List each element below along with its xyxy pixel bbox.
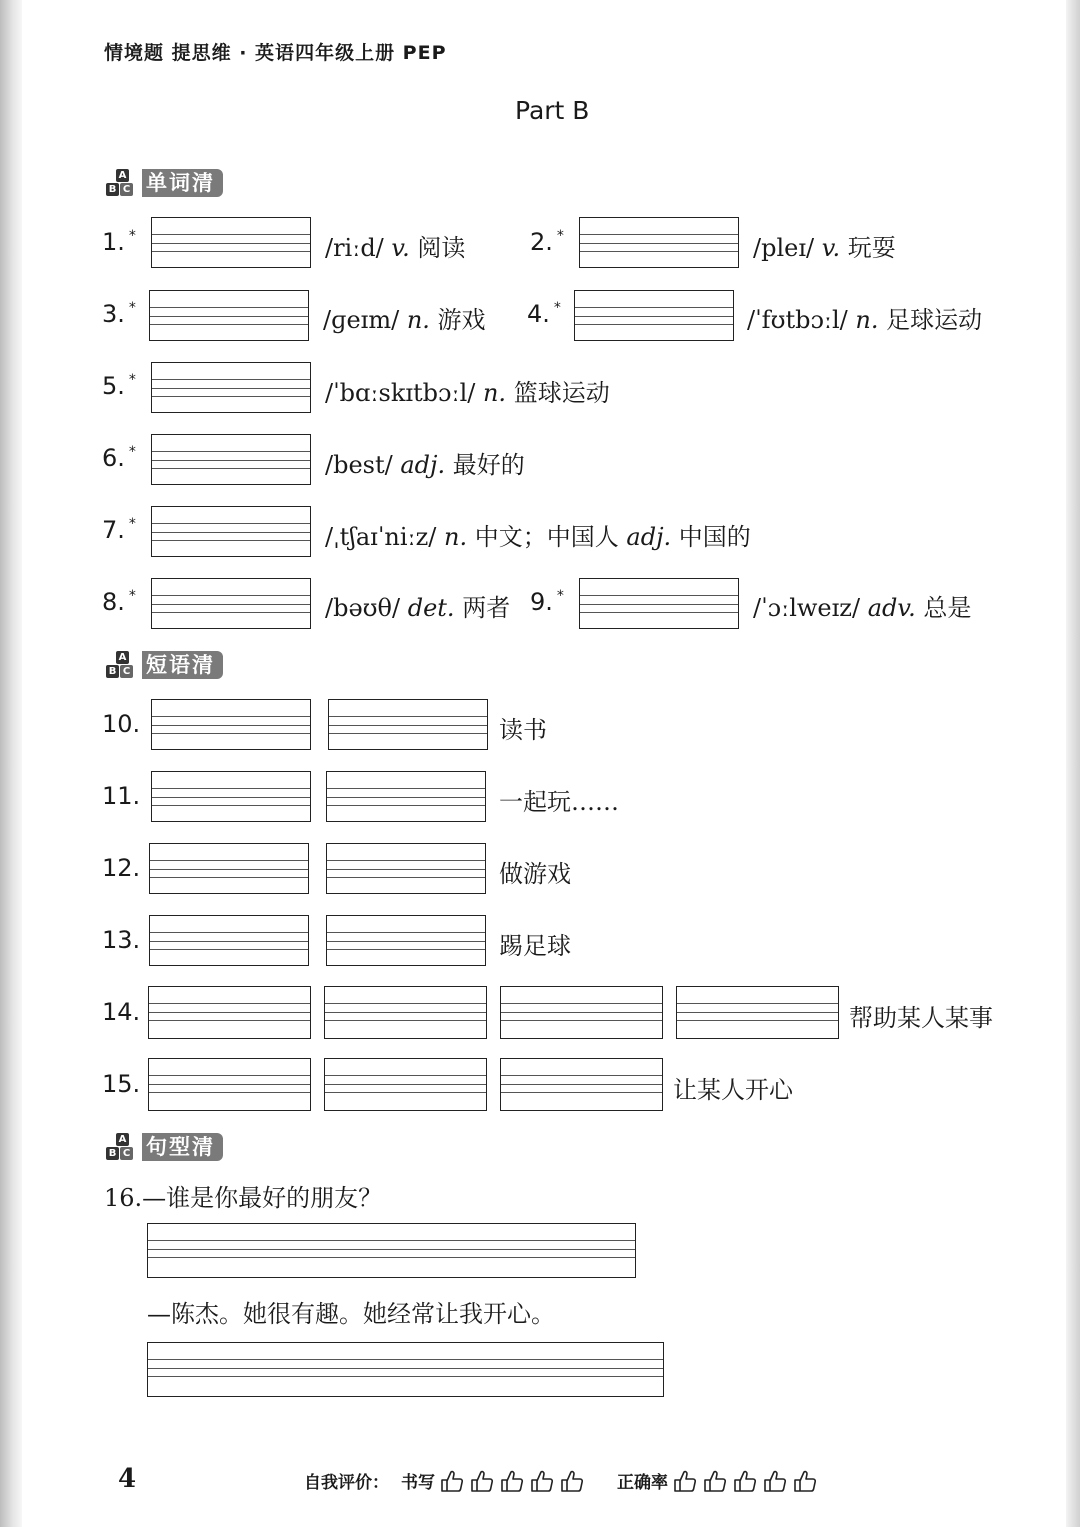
word-1-definition: /riːd/ v. 阅读 bbox=[325, 234, 466, 262]
thumbs-up-icon[interactable] bbox=[762, 1469, 788, 1493]
item-number: 14. bbox=[102, 998, 141, 1026]
phrase-11-meaning: 一起玩…… bbox=[499, 788, 619, 816]
abc-blocks-icon: A B C bbox=[104, 1133, 142, 1161]
word-2-definition: /pleɪ/ v. 玩耍 bbox=[753, 234, 896, 262]
answer-box-word-2[interactable] bbox=[579, 217, 739, 268]
word-9-definition: /ˈɔːlweɪz/ adv. 总是 bbox=[753, 594, 972, 622]
item-number: 13. bbox=[102, 926, 141, 954]
phrase-10-meaning: 读书 bbox=[499, 716, 547, 744]
item-number: 15. bbox=[102, 1070, 141, 1098]
item-number: 4. * bbox=[527, 300, 561, 328]
thumbs-up-icon[interactable] bbox=[732, 1469, 758, 1493]
sentence-16-question: 16.—谁是你最好的朋友？ bbox=[104, 1184, 383, 1212]
section-heading-phrases bbox=[104, 650, 223, 680]
thumbs-up-icon[interactable] bbox=[702, 1469, 728, 1493]
answer-box-word-9[interactable] bbox=[579, 578, 739, 629]
answer-box-phrase-12-b[interactable] bbox=[326, 843, 486, 894]
answer-box-word-7[interactable] bbox=[151, 506, 311, 557]
item-number: 2. * bbox=[530, 228, 564, 256]
answer-box-phrase-14-c[interactable] bbox=[500, 986, 663, 1039]
item-number: 11. bbox=[102, 782, 141, 810]
self-evaluation-writing: 自我评价： 书写 bbox=[304, 1468, 585, 1493]
answer-box-phrase-15-a[interactable] bbox=[148, 1058, 311, 1111]
section-title: 单词清 bbox=[142, 169, 223, 197]
answer-box-phrase-10-b[interactable] bbox=[328, 699, 488, 750]
item-number: 10. bbox=[102, 710, 141, 738]
book-header: 情境题 提思维 · 英语四年级上册 PEP bbox=[104, 42, 447, 64]
answer-box-phrase-14-d[interactable] bbox=[676, 986, 839, 1039]
answer-box-phrase-13-b[interactable] bbox=[326, 915, 486, 966]
answer-box-phrase-14-b[interactable] bbox=[324, 986, 487, 1039]
phrase-13-meaning: 踢足球 bbox=[499, 932, 571, 960]
item-number: 6. * bbox=[102, 444, 136, 472]
item-number: 9. * bbox=[530, 588, 564, 616]
answer-box-phrase-15-b[interactable] bbox=[324, 1058, 487, 1111]
answer-box-phrase-11-a[interactable] bbox=[151, 771, 311, 822]
self-evaluation-accuracy: 正确率 bbox=[617, 1468, 818, 1493]
item-number: 3. * bbox=[102, 300, 136, 328]
answer-box-phrase-13-a[interactable] bbox=[149, 915, 309, 966]
section-title: 短语清 bbox=[142, 651, 223, 679]
answer-box-word-1[interactable] bbox=[151, 217, 311, 268]
answer-box-word-4[interactable] bbox=[574, 290, 734, 341]
page-shadow-left bbox=[0, 0, 22, 1527]
answer-box-phrase-14-a[interactable] bbox=[148, 986, 311, 1039]
word-3-definition: /ɡeɪm/ n. 游戏 bbox=[323, 306, 486, 334]
sentence-16-answer: —陈杰。她很有趣。她经常让我开心。 bbox=[147, 1300, 555, 1328]
answer-box-phrase-10-a[interactable] bbox=[151, 699, 311, 750]
answer-box-word-5[interactable] bbox=[151, 362, 311, 413]
phrase-15-meaning: 让某人开心 bbox=[673, 1076, 793, 1104]
word-7-definition: /ˌtʃaɪˈniːz/ n. 中文；中国人 adj. 中国的 bbox=[325, 523, 751, 551]
word-5-definition: /ˈbɑːskɪtbɔːl/ n. 篮球运动 bbox=[325, 379, 610, 407]
word-6-definition: /best/ adj. 最好的 bbox=[325, 451, 525, 479]
answer-line-sentence-16-question[interactable] bbox=[147, 1223, 636, 1278]
answer-box-phrase-15-c[interactable] bbox=[500, 1058, 663, 1111]
item-number: 12. bbox=[102, 854, 141, 882]
item-number: 8. * bbox=[102, 588, 136, 616]
phrase-12-meaning: 做游戏 bbox=[499, 860, 571, 888]
thumbs-up-icon[interactable] bbox=[439, 1469, 465, 1493]
thumbs-up-icon[interactable] bbox=[469, 1469, 495, 1493]
item-number: 7. * bbox=[102, 516, 136, 544]
phrase-14-meaning: 帮助某人某事 bbox=[849, 1004, 993, 1032]
answer-box-word-6[interactable] bbox=[151, 434, 311, 485]
abc-blocks-icon: A B C bbox=[104, 169, 142, 197]
section-heading-words bbox=[104, 168, 223, 198]
thumbs-up-icon[interactable] bbox=[559, 1469, 585, 1493]
answer-box-phrase-11-b[interactable] bbox=[326, 771, 486, 822]
word-8-definition: /bəʊθ/ det. 两者 bbox=[325, 594, 511, 622]
section-heading-sentences bbox=[104, 1132, 223, 1162]
section-title: 句型清 bbox=[142, 1133, 223, 1161]
thumbs-up-icon[interactable] bbox=[672, 1469, 698, 1493]
answer-box-word-8[interactable] bbox=[151, 578, 311, 629]
abc-blocks-icon: A B C bbox=[104, 651, 142, 679]
item-number: 1. * bbox=[102, 228, 136, 256]
answer-line-sentence-16-answer[interactable] bbox=[147, 1342, 664, 1397]
page-number: 4 bbox=[118, 1464, 137, 1494]
thumbs-up-icon[interactable] bbox=[792, 1469, 818, 1493]
thumbs-up-icon[interactable] bbox=[499, 1469, 525, 1493]
word-4-definition: /ˈfʊtbɔːl/ n. 足球运动 bbox=[747, 306, 983, 334]
item-number: 5. * bbox=[102, 372, 136, 400]
thumbs-up-icon[interactable] bbox=[529, 1469, 555, 1493]
answer-box-phrase-12-a[interactable] bbox=[149, 843, 309, 894]
page-shadow-right bbox=[1066, 0, 1080, 1527]
answer-box-word-3[interactable] bbox=[149, 290, 309, 341]
part-title: Part B bbox=[515, 96, 590, 125]
